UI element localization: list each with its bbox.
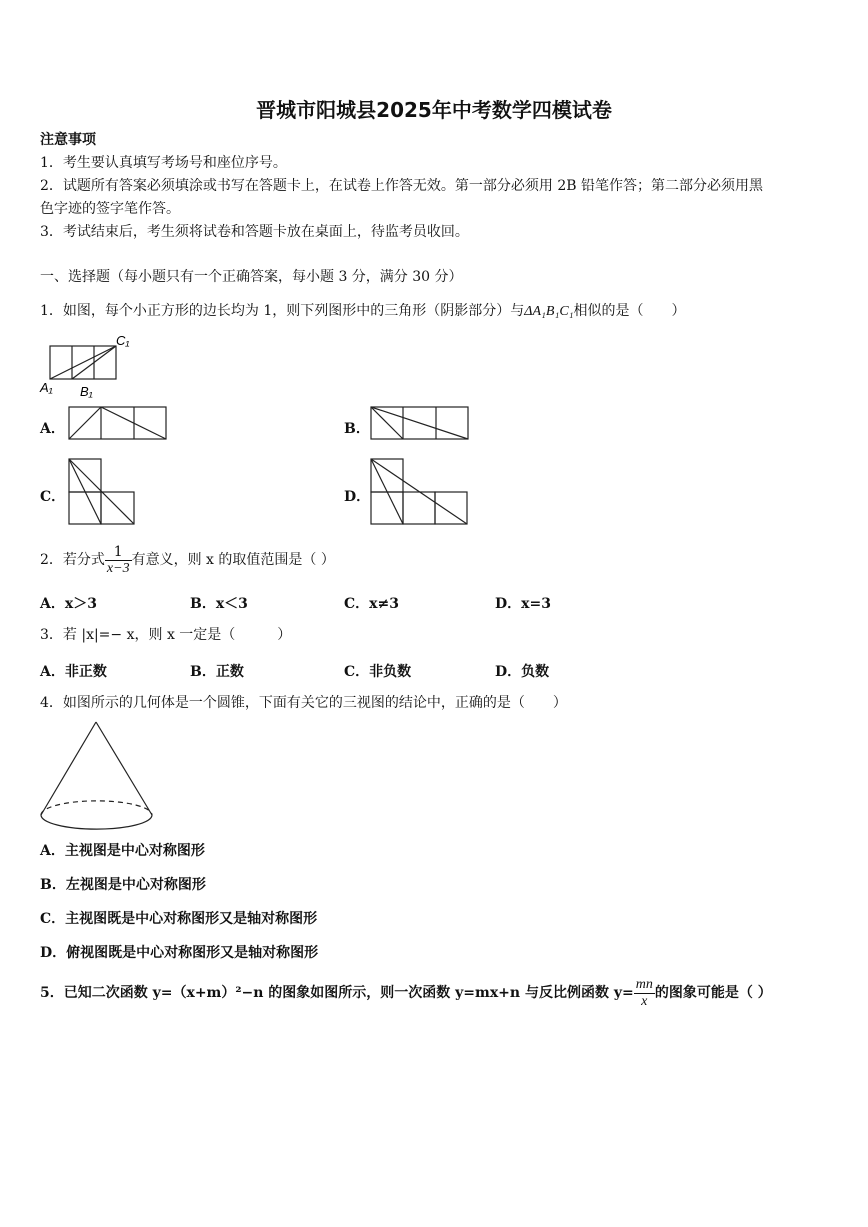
- question-5-text: 5．已知二次函数 y=（x+m）²−n 的图象如图所示，则一次函数 y=mx+n 与反比例函数 y=: [40, 985, 634, 1001]
- option-c-figure: [68, 458, 138, 526]
- q4-option-c[interactable]: C．主视图既是中心对称图形又是轴对称图形: [40, 911, 318, 927]
- option-a-figure: [68, 406, 168, 440]
- option-c-label[interactable]: C．: [40, 489, 66, 505]
- fraction-numerator: 1: [105, 544, 132, 561]
- q3-option-c[interactable]: C．非负数: [344, 664, 412, 680]
- q2-option-b[interactable]: B．x＜3: [190, 596, 248, 612]
- label-a1: A₁: [40, 380, 53, 395]
- page-title: 晋城市阳城县2025年中考数学四模试卷: [256, 98, 612, 122]
- option-a-label[interactable]: A．: [40, 421, 65, 437]
- question-3: 3．若 |x|=− x，则 x 一定是（ ）: [40, 627, 292, 643]
- question-2-text-end: 有意义，则 x 的取值范围是（ ）: [131, 552, 335, 568]
- option-b-label[interactable]: B．: [344, 421, 370, 437]
- q4-option-d[interactable]: D．俯视图既是中心对称图形又是轴对称图形: [40, 945, 319, 961]
- q3-option-b[interactable]: B．正数: [190, 664, 244, 680]
- q2-option-d[interactable]: D．x=3: [495, 596, 551, 612]
- cone-figure: [38, 718, 156, 834]
- option-d-figure: [370, 458, 470, 526]
- fraction: [634, 977, 655, 1010]
- option-d-label[interactable]: D．: [344, 489, 371, 505]
- triangle-label: ΔA₁B₁C₁: [524, 304, 574, 319]
- cone-side: [41, 722, 96, 815]
- q3-option-a[interactable]: A．非正数: [40, 664, 107, 680]
- cone-base-front: [41, 815, 152, 829]
- fraction: [105, 544, 132, 577]
- question-2: [40, 540, 335, 580]
- q4-option-a[interactable]: A．主视图是中心对称图形: [40, 843, 205, 859]
- question-1: [40, 302, 686, 321]
- fraction-numerator: mn: [635, 976, 653, 992]
- fraction-denominator: x−3: [106, 560, 130, 576]
- label-b1: B₁: [80, 384, 93, 399]
- label-c1: C₁: [116, 333, 130, 348]
- q2-option-c[interactable]: C．x≠3: [344, 596, 399, 612]
- question-5-text-end: 的图象可能是（ ）: [654, 985, 772, 1001]
- notes-heading: 注意事项: [40, 132, 96, 148]
- question-4: 4．如图所示的几何体是一个圆锥，下面有关它的三视图的结论中，正确的是（ ）: [40, 695, 567, 711]
- cone-base-back: [41, 801, 152, 815]
- q1-reference-figure: [40, 334, 150, 398]
- note-item: 1．考生要认真填写考场号和座位序号。: [40, 155, 287, 171]
- triangle-side: [50, 346, 116, 379]
- question-2-text: 2．若分式: [40, 552, 105, 568]
- q3-option-d[interactable]: D．负数: [495, 664, 550, 680]
- q2-option-a[interactable]: A．x＞3: [40, 596, 97, 612]
- question-5: [40, 973, 772, 1013]
- fraction-denominator: x: [641, 993, 648, 1009]
- option-b-figure: [370, 406, 470, 440]
- note-item: 2．试题所有答案必须填涂或书写在答题卡上，在试卷上作答无效。第一部分必须用 2B 铅笔作答；第二部分必须用黑: [40, 178, 763, 194]
- note-item: 3．考试结束后，考生须将试卷和答题卡放在桌面上，待监考员收回。: [40, 224, 469, 240]
- q4-option-b[interactable]: B．左视图是中心对称图形: [40, 877, 206, 893]
- question-1-text-end: 相似的是（ ）: [573, 303, 686, 319]
- note-item: 色字迹的签字笔作答。: [40, 201, 180, 217]
- question-1-text: 1．如图，每个小正方形的边长均为 1，则下列图形中的三角形（阴影部分）与: [40, 303, 525, 319]
- section-heading: 一、选择题（每小题只有一个正确答案，每小题 3 分，满分 30 分）: [40, 269, 463, 285]
